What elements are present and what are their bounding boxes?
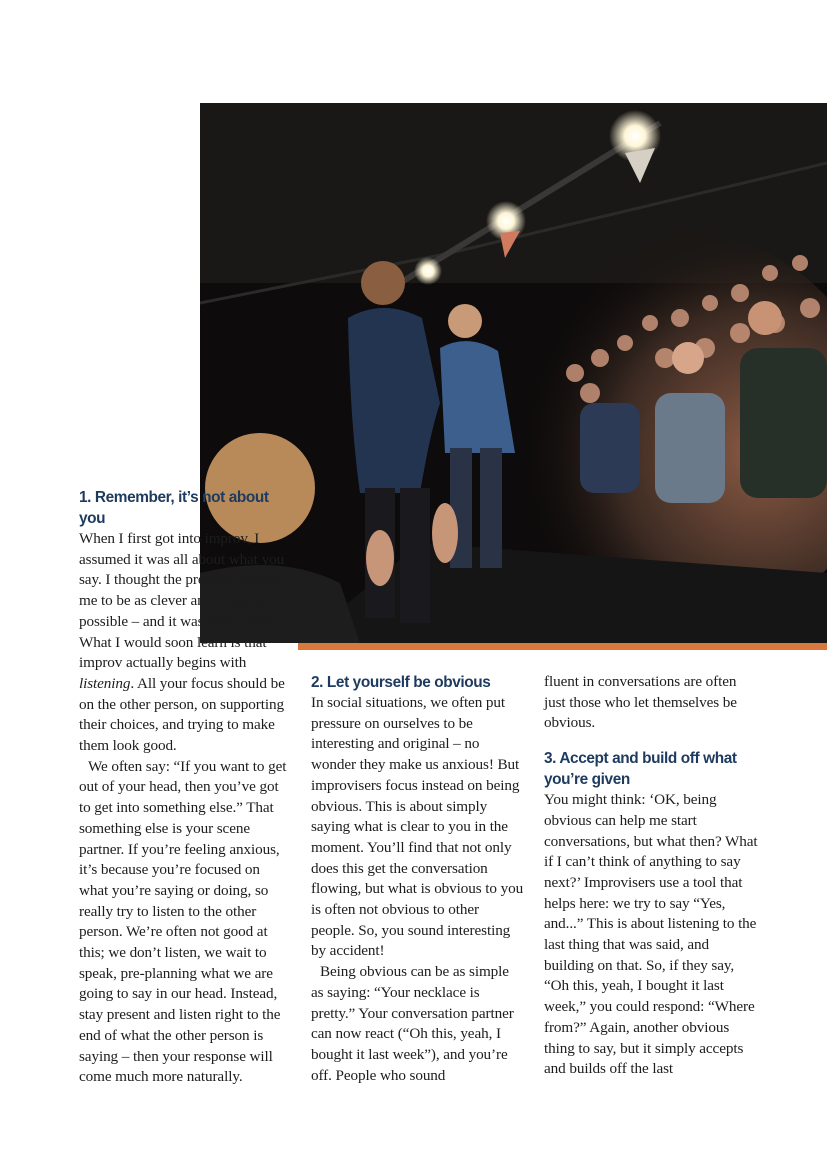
spotlight <box>414 257 442 285</box>
section-2-paragraph-2: Being obvious can be as simple as saying: “Your necklace is pretty.” Your conversation partner can now react (“Oh this, yeah, I bought it last week”), and you’re off. People who sound <box>311 963 514 1084</box>
emphasis: listening <box>79 674 131 692</box>
section-2-paragraph-1: In social situations, we often put pressure on ourselves to be interesting and original – no wonder they make us anxious! But improvisers focus instead on being obvious. This is about simply saying what is clear to you in the moment. You’ll find that not only does this get the conversation flowing, but what is obvious to you is often not obvious to other people. So, you sound interesting by accident! <box>311 694 524 960</box>
section-1-heading: 1. Remember, it’s not about you <box>79 489 269 527</box>
section-1-paragraph-2: We often say: “If you want to get out of your head, then you’ve got to get into something else.” That something else is your scene partner. If you’re feeling anxious, it’s because you’re focused on what you’re saying or doing, so really try to listen to the other person. We’re often not good at this; we don’t listen, we wait to speak, pre-planning what we are going to say in our head. Instead, stay present and listen right to the end of what the other person is saying – then your response will come much more naturally. <box>79 757 287 1086</box>
section-1-paragraph-1 <box>79 529 289 757</box>
text-span: When I first got into improv, I assumed it was all about what you say. I thought the pressure was on me to be as clever and funny as possible – and it was suffocating. What I would soon learn is that improv actually begins with <box>79 530 285 672</box>
section-2-heading: 2. Let yourself be obvious <box>311 674 491 691</box>
accent-rule <box>298 643 827 650</box>
section-3-paragraph-1: You might think: ‘OK, being obvious can help me start conversations, but what then? What if I can’t think of anything to say next?’ Improvisers use a tool that helps here: we try to say “Yes, and...” This is about listening to the last thing that was said, and building on that. So, if they say, “Oh this, yeah, I bought it last week,” you could respond: “Where from?” Again, another obvious thing to say, but it simply accepts and builds off the last <box>544 791 758 1078</box>
text-span: . All your focus should be on the other person, on supporting their choices, and trying to make them look good. <box>79 674 285 755</box>
improv-stage-photo <box>200 103 827 643</box>
section-2-paragraph-3: fluent in conversations are often just those who let themselves be obvious. <box>544 673 737 732</box>
column-3 <box>544 672 758 1080</box>
photo-illustration <box>200 103 827 643</box>
column-2 <box>311 672 525 1086</box>
column-1 <box>79 487 289 1088</box>
section-3-heading: 3. Accept and build off what you’re given <box>544 750 737 789</box>
